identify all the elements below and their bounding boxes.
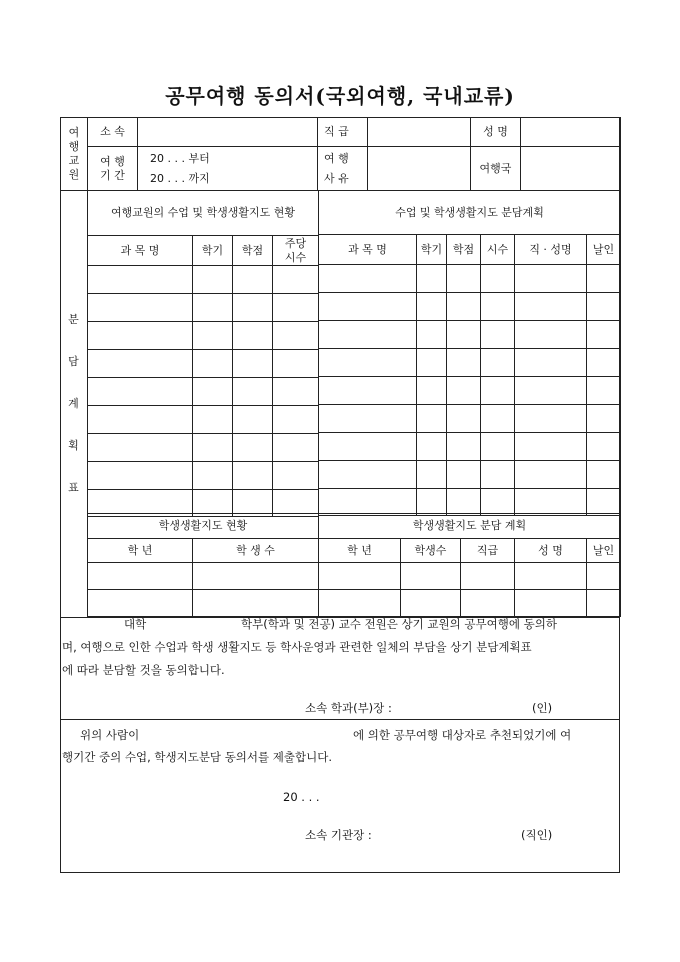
table-cell[interactable] (587, 349, 621, 377)
col-semester: 학기 (193, 236, 233, 266)
table-cell[interactable] (461, 563, 515, 590)
table-cell[interactable] (88, 406, 193, 434)
table-cell[interactable] (88, 462, 193, 490)
table-cell[interactable] (417, 461, 447, 489)
table-cell[interactable] (193, 462, 233, 490)
table-cell[interactable] (587, 405, 621, 433)
consent-line3: 에 따라 분담할 것을 동의합니다. (62, 663, 225, 677)
table-cell[interactable] (447, 461, 481, 489)
table-cell[interactable] (88, 378, 193, 406)
divider (60, 719, 620, 720)
table-cell[interactable] (447, 377, 481, 405)
col-weekly-hours: 주당 시수 (273, 236, 319, 266)
table-cell[interactable] (233, 266, 273, 294)
table-cell[interactable] (587, 489, 621, 516)
table-cell[interactable] (447, 321, 481, 349)
table-cell[interactable] (273, 378, 319, 406)
guidance-share-table (318, 513, 621, 617)
country-label: 여행국 (471, 147, 521, 191)
table-cell[interactable] (193, 266, 233, 294)
period-label: 여 행 기 간 (88, 147, 138, 191)
table-cell[interactable] (447, 433, 481, 461)
table-cell[interactable] (193, 563, 319, 590)
period-from: 20 . . . 부터 (150, 151, 210, 165)
table-cell[interactable] (515, 433, 587, 461)
guidance-current-title: 학생생활지도 현황 (88, 514, 319, 539)
share-plan-table (318, 190, 621, 516)
table-cell[interactable] (193, 294, 233, 322)
consent-seal: (인) (532, 701, 553, 715)
submission-line2: 행기간 중의 수업, 학생지도분담 동의서를 제출합니다. (62, 750, 332, 764)
consent-signer: 소속 학과(부)장 : (305, 701, 392, 715)
table-cell[interactable] (587, 461, 621, 489)
table-cell[interactable] (319, 461, 417, 489)
traveler-label: 여 행 교 원 (61, 118, 88, 191)
table-cell[interactable] (447, 293, 481, 321)
col-grade: 학 년 (88, 539, 193, 563)
table-cell[interactable] (447, 349, 481, 377)
table-cell[interactable] (273, 266, 319, 294)
submission-line1a: 위의 사람이 (80, 728, 140, 742)
name-field[interactable] (521, 118, 621, 147)
table-cell[interactable] (417, 293, 447, 321)
col-hours: 시수 (481, 235, 515, 265)
table-cell[interactable] (233, 462, 273, 490)
consent-line1: 학부(학과 및 전공) 교수 전원은 상기 교원의 공무여행에 동의하 (241, 617, 557, 631)
table-cell[interactable] (417, 377, 447, 405)
table-cell[interactable] (88, 294, 193, 322)
table-cell[interactable] (587, 321, 621, 349)
table-cell[interactable] (319, 321, 417, 349)
table-cell[interactable] (273, 294, 319, 322)
col-position: 직급 (461, 539, 515, 563)
period-field[interactable] (138, 147, 318, 191)
reason-label: 여 행 사 유 (318, 147, 368, 191)
col-semester: 학기 (417, 235, 447, 265)
name-label: 성 명 (471, 118, 521, 147)
table-cell[interactable] (193, 350, 233, 378)
submission-seal: (직인) (521, 828, 553, 842)
table-cell[interactable] (481, 321, 515, 349)
table-cell[interactable] (587, 293, 621, 321)
table-cell[interactable] (193, 406, 233, 434)
table-cell[interactable] (319, 293, 417, 321)
table-cell[interactable] (319, 489, 417, 516)
table-cell[interactable] (515, 405, 587, 433)
table-cell[interactable] (587, 377, 621, 405)
table-cell[interactable] (319, 433, 417, 461)
col-subject: 과 목 명 (88, 236, 193, 266)
guidance-current-table (87, 513, 319, 617)
table-cell[interactable] (273, 462, 319, 490)
table-cell[interactable] (447, 405, 481, 433)
table-cell[interactable] (319, 349, 417, 377)
table-cell[interactable] (233, 406, 273, 434)
table-cell[interactable] (193, 378, 233, 406)
table-cell[interactable] (587, 563, 621, 590)
current-teaching-title: 여행교원의 수업 및 학생생활지도 현황 (88, 191, 319, 236)
table-cell[interactable] (417, 349, 447, 377)
guidance-share-title: 학생생활지도 분담 계획 (319, 514, 621, 539)
table-cell[interactable] (417, 321, 447, 349)
table-cell[interactable] (319, 405, 417, 433)
position-field[interactable] (368, 118, 471, 147)
table-cell[interactable] (233, 294, 273, 322)
table-cell[interactable] (481, 349, 515, 377)
table-cell[interactable] (193, 322, 233, 350)
submission-signer: 소속 기관장 : (305, 828, 372, 842)
share-plan-title: 수업 및 학생생활지도 분담계획 (319, 191, 621, 235)
col-credit: 학점 (447, 235, 481, 265)
current-teaching-table (87, 190, 319, 517)
table-cell[interactable] (587, 590, 621, 617)
table-cell[interactable] (587, 433, 621, 461)
submission-date: 20 . . . (283, 790, 320, 804)
table-cell[interactable] (88, 322, 193, 350)
table-cell[interactable] (447, 265, 481, 293)
col-name: 성 명 (515, 539, 587, 563)
table-cell[interactable] (481, 377, 515, 405)
table-cell[interactable] (515, 293, 587, 321)
col-students: 학생수 (401, 539, 461, 563)
table-cell[interactable] (319, 563, 401, 590)
table-cell[interactable] (273, 322, 319, 350)
submission-line1b: 에 의한 공무여행 대상자로 추천되었기에 여 (353, 728, 572, 742)
consent-line2: 며, 여행으로 인한 수업과 학생 생활지도 등 학사운영과 관련한 일체의 부담을 상기 분담계획표 (62, 640, 532, 654)
table-cell[interactable] (88, 266, 193, 294)
table-cell[interactable] (193, 434, 233, 462)
col-seal: 날인 (587, 235, 621, 265)
table-cell[interactable] (481, 265, 515, 293)
divider (87, 190, 88, 617)
table-cell[interactable] (515, 489, 587, 516)
table-cell[interactable] (417, 433, 447, 461)
table-cell[interactable] (233, 434, 273, 462)
document-title: 공무여행 동의서(국외여행, 국내교류) (165, 84, 515, 108)
table-cell[interactable] (515, 563, 587, 590)
traveler-info-table (60, 117, 621, 191)
col-subject: 과 목 명 (319, 235, 417, 265)
affiliation-label: 소 속 (88, 118, 138, 147)
reason-field[interactable] (368, 147, 471, 191)
plan-side-label: 분 담 계 획 표 (68, 312, 79, 494)
table-cell[interactable] (319, 265, 417, 293)
table-cell[interactable] (417, 265, 447, 293)
table-cell[interactable] (273, 434, 319, 462)
table-cell[interactable] (447, 489, 481, 516)
table-cell[interactable] (88, 350, 193, 378)
col-grade: 학 년 (319, 539, 401, 563)
table-cell[interactable] (515, 377, 587, 405)
table-cell[interactable] (481, 293, 515, 321)
table-cell[interactable] (233, 350, 273, 378)
affiliation-field[interactable] (138, 118, 318, 147)
table-cell[interactable] (88, 434, 193, 462)
table-cell[interactable] (233, 322, 273, 350)
table-cell[interactable] (273, 406, 319, 434)
table-cell[interactable] (273, 350, 319, 378)
table-cell[interactable] (515, 349, 587, 377)
country-field[interactable] (521, 147, 621, 191)
table-cell[interactable] (401, 563, 461, 590)
col-position-name: 직 · 성명 (515, 235, 587, 265)
col-students: 학 생 수 (193, 539, 319, 563)
table-cell[interactable] (481, 405, 515, 433)
consent-univ: 대학 (124, 617, 147, 631)
table-cell[interactable] (515, 461, 587, 489)
table-cell[interactable] (481, 433, 515, 461)
col-seal: 날인 (587, 539, 621, 563)
table-cell[interactable] (515, 321, 587, 349)
col-credit: 학점 (233, 236, 273, 266)
table-cell[interactable] (88, 563, 193, 590)
table-cell[interactable] (587, 265, 621, 293)
table-cell[interactable] (319, 377, 417, 405)
table-cell[interactable] (233, 378, 273, 406)
table-cell[interactable] (417, 489, 447, 516)
table-cell[interactable] (515, 265, 587, 293)
table-cell[interactable] (481, 461, 515, 489)
table-cell[interactable] (417, 405, 447, 433)
table-cell[interactable] (481, 489, 515, 516)
period-to: 20 . . . 까지 (150, 171, 210, 185)
position-label: 직 급 (318, 118, 368, 147)
